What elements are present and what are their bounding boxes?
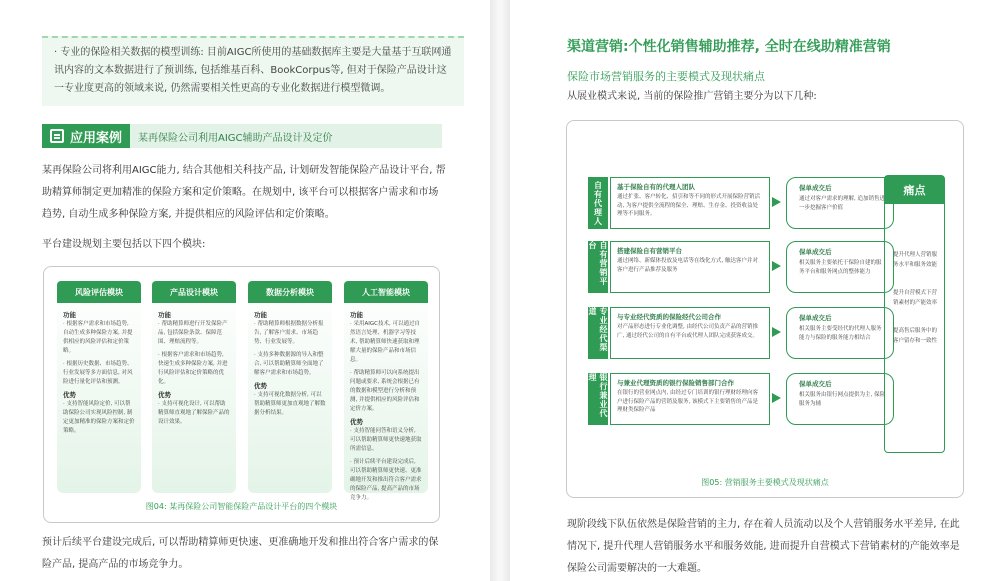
outro-text: 现阶段线下队伍依然是保险营销的主力, 存在着人员流动以及个人营销服务水平差异, 在此情况下, 提升代理人营销服务水平和服务效能, 进而提升自营模式下营销素材的产能效率是保险公司需要解决的一大难题。 xyxy=(567,519,960,574)
channel-tag: 银行兼业代理 xyxy=(588,373,608,425)
channel-box xyxy=(610,307,770,359)
channel-desc: 通过网络、新媒体投放及电话等在线化方式, 触达客户并对客户进行产品推荐及服务 xyxy=(617,258,758,273)
result-title: 保单成交后 xyxy=(799,314,832,322)
document-icon xyxy=(50,129,64,143)
channel-title: 搭建保险自有营销平台 xyxy=(617,247,682,255)
result-box xyxy=(786,307,894,359)
result-box xyxy=(786,177,894,229)
channel-desc: 对产品形态进行专业化调整, 由经代公司负责产品的营销推广, 通过经代公司的自有平台或代理人团队完成获客成交。 xyxy=(617,324,758,339)
module-title: 风险评估模块 xyxy=(57,281,141,303)
channel-tag: 自有代理人 xyxy=(588,177,608,229)
channel-tag: 自有营销平台 xyxy=(588,241,608,293)
pain-points-box xyxy=(884,175,945,453)
channel-title: 与专业经代资质的保险经代公司合作 xyxy=(617,313,721,321)
channel-desc: 通过扩张、客户转化、招引和等不同的形式开展保险营销活动, 为客户提供全流程的保全、理赔、生存金、投资收益处理等不同服务。 xyxy=(617,194,761,217)
pain-item: 提升代理人营销服务水平和服务效能 xyxy=(893,252,938,268)
pain-item: 提升自营模式下营销素材的产能效率 xyxy=(893,290,938,306)
figure-04 xyxy=(43,266,440,523)
module-func-text: · 帮助精算师进行开发保险产品, 包括保险条款、保障范围、理赔流程等。 xyxy=(158,321,228,345)
module-func-label: 功能 xyxy=(350,311,363,319)
case-title: 某再保险公司利用AIGC辅助产品设计及定价 xyxy=(130,124,442,148)
module-func-text: · 采用AIGC技术, 可以通过自然语言处理、机器学习等技术, 帮助精算师快速获取和理解大量的保险产品和市场信息。 xyxy=(350,321,420,363)
module-card xyxy=(57,281,141,493)
channel-tag: 专业经代渠道 xyxy=(588,307,608,359)
module-adv-text: · 预计后续平台建设完成后, 可以帮助精算师更快速、更准确地开发和推出符合客户需求的保险产品, 提高产品的市场竞争力。 xyxy=(350,459,422,501)
module-adv-text: · 支持智能风险定价, 可以帮助保险公司实现风险控制, 制定更加精准的保险方案和定价策略。 xyxy=(63,401,135,434)
channel-desc: 在银行的营业网点内, 由经过专门培训的银行理财经理向客户进行保险产品的营销及服务, 该模式下主要销售的产品是理财类保险产品 xyxy=(617,390,758,413)
pain-item: 提高售后服务中的客户留存和一致性 xyxy=(893,328,938,344)
module-func-label: 功能 xyxy=(254,311,267,319)
result-desc: 相关服务主要依托于保险自建的服务平台和服务网点的整体能力 xyxy=(799,260,882,275)
module-func-text: · 根据客户需求和市场趋势, 快速生成多种保险方案, 并进行风险评估和定价策略的优化。 xyxy=(158,352,228,385)
case-badge-label: 应用案例 xyxy=(70,130,123,146)
module-adv-text: · 支持智能问答和语义分析, 可以帮助精算师更快速地获取所需信息。 xyxy=(350,428,422,452)
arrow-right-icon xyxy=(772,197,781,207)
module-title: 人工智能模块 xyxy=(344,281,428,303)
module-adv-label: 优势 xyxy=(158,391,171,399)
module-func-text: · 帮助精算师可以向系统提出问题或要求, 系统会根据已有的数据和模型进行分析和预测, 并提供相应的风险评估和定价方案。 xyxy=(350,370,420,412)
module-card xyxy=(344,281,428,501)
channel-box xyxy=(610,177,770,229)
arrow-right-icon xyxy=(772,261,781,271)
figure-caption: 图05: 营销服务主要模式及现状痛点 xyxy=(701,478,829,487)
channel-box xyxy=(610,373,770,425)
case-badge xyxy=(42,124,130,148)
module-card xyxy=(248,281,332,493)
module-func-label: 功能 xyxy=(158,311,171,319)
paragraph-3: 预计后续平台建设完成后, 可以帮助精算师更快速、更准确地开发和推出符合客户需求的保险产品, 提高产品的市场竞争力。 xyxy=(42,537,439,570)
figure-caption: 图04: 某再保险公司智能保险产品设计平台的四个模块 xyxy=(145,502,338,511)
channel-title: 基于保险自有的代理人团队 xyxy=(617,183,695,191)
module-adv-label: 优势 xyxy=(63,391,76,399)
page-gutter xyxy=(490,0,510,581)
section-subheading: 保险市场营销服务的主要模式及现状痛点 xyxy=(567,70,765,83)
module-func-text: · 根据历史数据、市场趋势、行业发展等多方面信息, 对风险进行量化评估和预测。 xyxy=(63,361,133,385)
result-box xyxy=(786,241,894,293)
arrow-right-icon xyxy=(772,393,781,403)
result-desc: 通过对客户需求的理解, 追加销售进一步挖掘客户价值 xyxy=(799,196,885,211)
module-adv-text: · 支持可视化设计, 可以帮助精算师直观地了解保险产品的设计效果。 xyxy=(158,401,230,425)
result-title: 保单成交后 xyxy=(799,248,832,256)
result-box xyxy=(786,373,894,425)
result-title: 保单成交后 xyxy=(799,380,832,388)
channel-title: 与兼业代理资质的银行保险销售部门合作 xyxy=(617,379,734,387)
module-card xyxy=(152,281,236,493)
module-func-text: · 根据客户需求和市场趋势, 自动生成多种保险方案, 并提供相应的风险评估和定价策略。 xyxy=(63,321,133,354)
channel-box xyxy=(610,241,770,293)
section-heading: 渠道营销:个性化销售辅助推荐, 全时在线助精准营销 xyxy=(567,39,891,55)
module-adv-label: 优势 xyxy=(254,382,267,390)
figure-05 xyxy=(566,120,964,498)
module-title: 产品设计模块 xyxy=(152,281,236,303)
quote-block: · 专业的保险相关数据的模型训练: 目前AIGC所使用的基础数据库主要是大量基于互联网通讯内容的文本数据进行了预训练, 包括维基百科、BookCorpus等, 但对于保险产品设计这一专业度更高的领域来说, 仍然需要相关性更高的专业化数据进行模型微调。 xyxy=(42,36,464,106)
intro-text: 从展业模式来说, 当前的保险推广营销主要分为以下几种: xyxy=(567,91,817,102)
result-desc: 相关服务主要受经代的代理人服务能力与保险的服务能力相结合 xyxy=(799,326,882,341)
paragraph-1: 某再保险公司将利用AIGC能力, 结合其他相关科技产品, 计划研发智能保险产品设计平台, 帮助精算师制定更加精准的保险方案和定价策略。在规划中, 该平台可以根据客户需求和市场趋势, 自动生成多种保险方案, 并提供相应的风险评估和定价策略。 xyxy=(42,165,446,220)
paragraph-2: 平台建设规划主要包括以下四个模块: xyxy=(42,239,206,250)
module-func-label: 功能 xyxy=(63,311,76,319)
module-adv-label: 优势 xyxy=(350,418,363,426)
left-page xyxy=(0,0,490,581)
module-title: 数据分析模块 xyxy=(248,281,332,303)
result-title: 保单成交后 xyxy=(799,184,832,192)
pain-title: 痛点 xyxy=(885,176,944,204)
case-header xyxy=(42,124,442,148)
module-func-text: · 帮助精算师根据数据分析报告, 了解客户需求、市场趋势、行业发展等。 xyxy=(254,321,324,345)
module-adv-text: · 支持可视化数据分析, 可以帮助精算师更加直观地了解数据分析结果。 xyxy=(254,392,326,416)
module-func-text: · 支持多种数据源的导入和整合, 可以帮助精算师全面地了解客户需求和市场趋势。 xyxy=(254,352,324,376)
result-desc: 相关服务由银行网点提供为主, 保险服务为辅 xyxy=(799,392,885,407)
arrow-right-icon xyxy=(772,327,781,337)
